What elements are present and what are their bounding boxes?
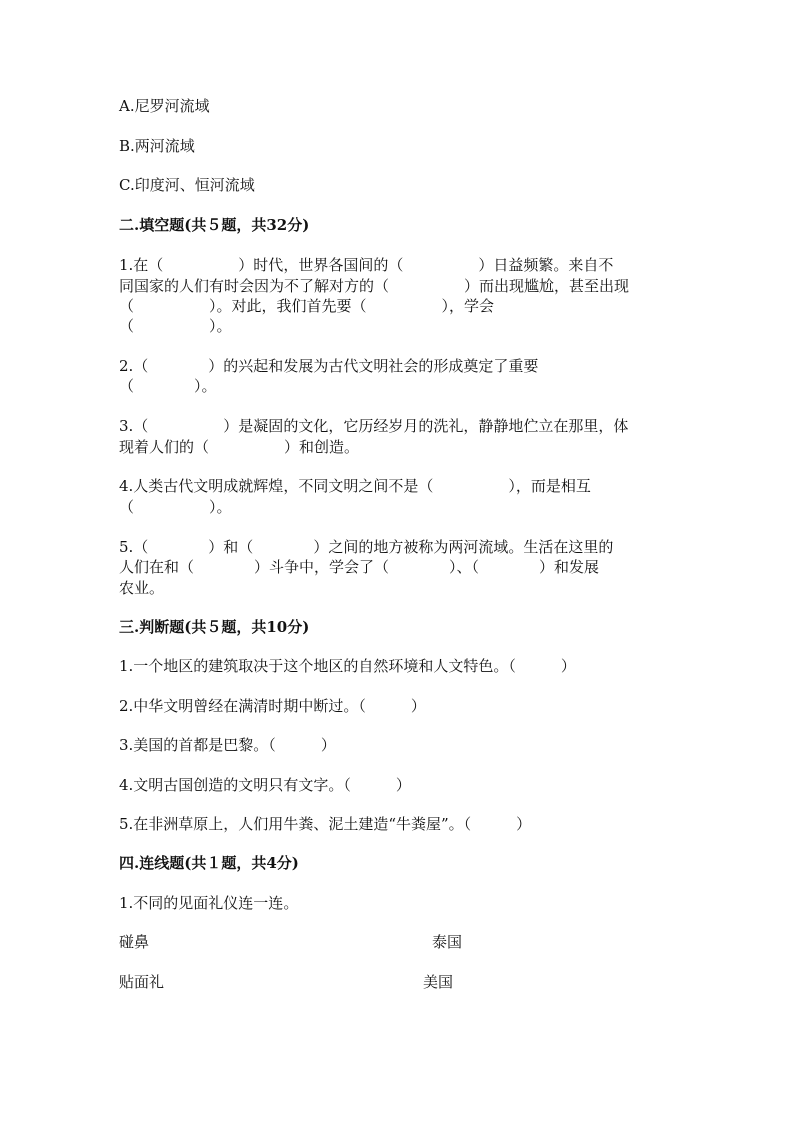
match-left-1: 碰鼻 bbox=[119, 933, 150, 951]
judge-item-4: 4.文明古国创造的文明只有文字。（ ） bbox=[119, 776, 411, 794]
fill-q1-line1: 1.在（ ）时代，世界各国间的（ ）日益频繁。来自不 bbox=[119, 256, 614, 274]
match-right-1: 泰国 bbox=[432, 933, 463, 951]
fill-q5-line3: 农业。 bbox=[119, 579, 165, 597]
section-2-heading: 二.填空题(共５题，共32分) bbox=[119, 216, 310, 234]
fill-q2-line2: （ ）。 bbox=[119, 377, 217, 395]
fill-q1-line3: （ ）。对此，我们首先要（ ），学会 bbox=[119, 297, 495, 315]
fill-q3-line2: 现着人们的（ ）和创造。 bbox=[119, 438, 360, 456]
judge-item-2: 2.中华文明曾经在满清时期中断过。（ ） bbox=[119, 697, 426, 715]
section-4-heading: 四.连线题(共１题，共4分) bbox=[119, 854, 299, 872]
option-c: C.印度河、恒河流域 bbox=[119, 176, 255, 194]
section-3-heading: 三.判断题(共５题，共10分) bbox=[119, 618, 310, 636]
fill-q4-line1: 4.人类古代文明成就辉煌，不同文明之间不是（ ），而是相互 bbox=[119, 477, 591, 495]
match-left-2: 贴面礼 bbox=[119, 973, 165, 991]
fill-q1-line4: （ ）。 bbox=[119, 317, 232, 335]
fill-q5-line1: 5.（ ）和（ ）之间的地方被称为两河流域。生活在这里的 bbox=[119, 538, 614, 556]
fill-q2-line1: 2.（ ）的兴起和发展为古代文明社会的形成奠定了重要 bbox=[119, 357, 539, 375]
option-b: B.两河流域 bbox=[119, 137, 195, 155]
fill-q3-line1: 3.（ ）是凝固的文化，它历经岁月的洗礼，静静地伫立在那里，体 bbox=[119, 417, 629, 435]
fill-q4-line2: （ ）。 bbox=[119, 498, 232, 516]
match-right-2: 美国 bbox=[423, 973, 454, 991]
fill-q5-line2: 人们在和（ ）斗争中，学会了（ ）、（ ）和发展 bbox=[119, 558, 600, 576]
judge-item-3: 3.美国的首都是巴黎。（ ） bbox=[119, 736, 336, 754]
judge-item-5: 5.在非洲草原上，人们用牛粪、泥土建造“牛粪屋”。（ ） bbox=[119, 815, 532, 833]
fill-q1-line2: 同国家的人们有时会因为不了解对方的（ ）而出现尴尬，甚至出现 bbox=[119, 277, 630, 295]
judge-item-1: 1.一个地区的建筑取决于这个地区的自然环境和人文特色。（ ） bbox=[119, 657, 576, 675]
option-a: A.尼罗河流域 bbox=[119, 97, 210, 115]
match-question: 1.不同的见面礼仪连一连。 bbox=[119, 894, 299, 912]
